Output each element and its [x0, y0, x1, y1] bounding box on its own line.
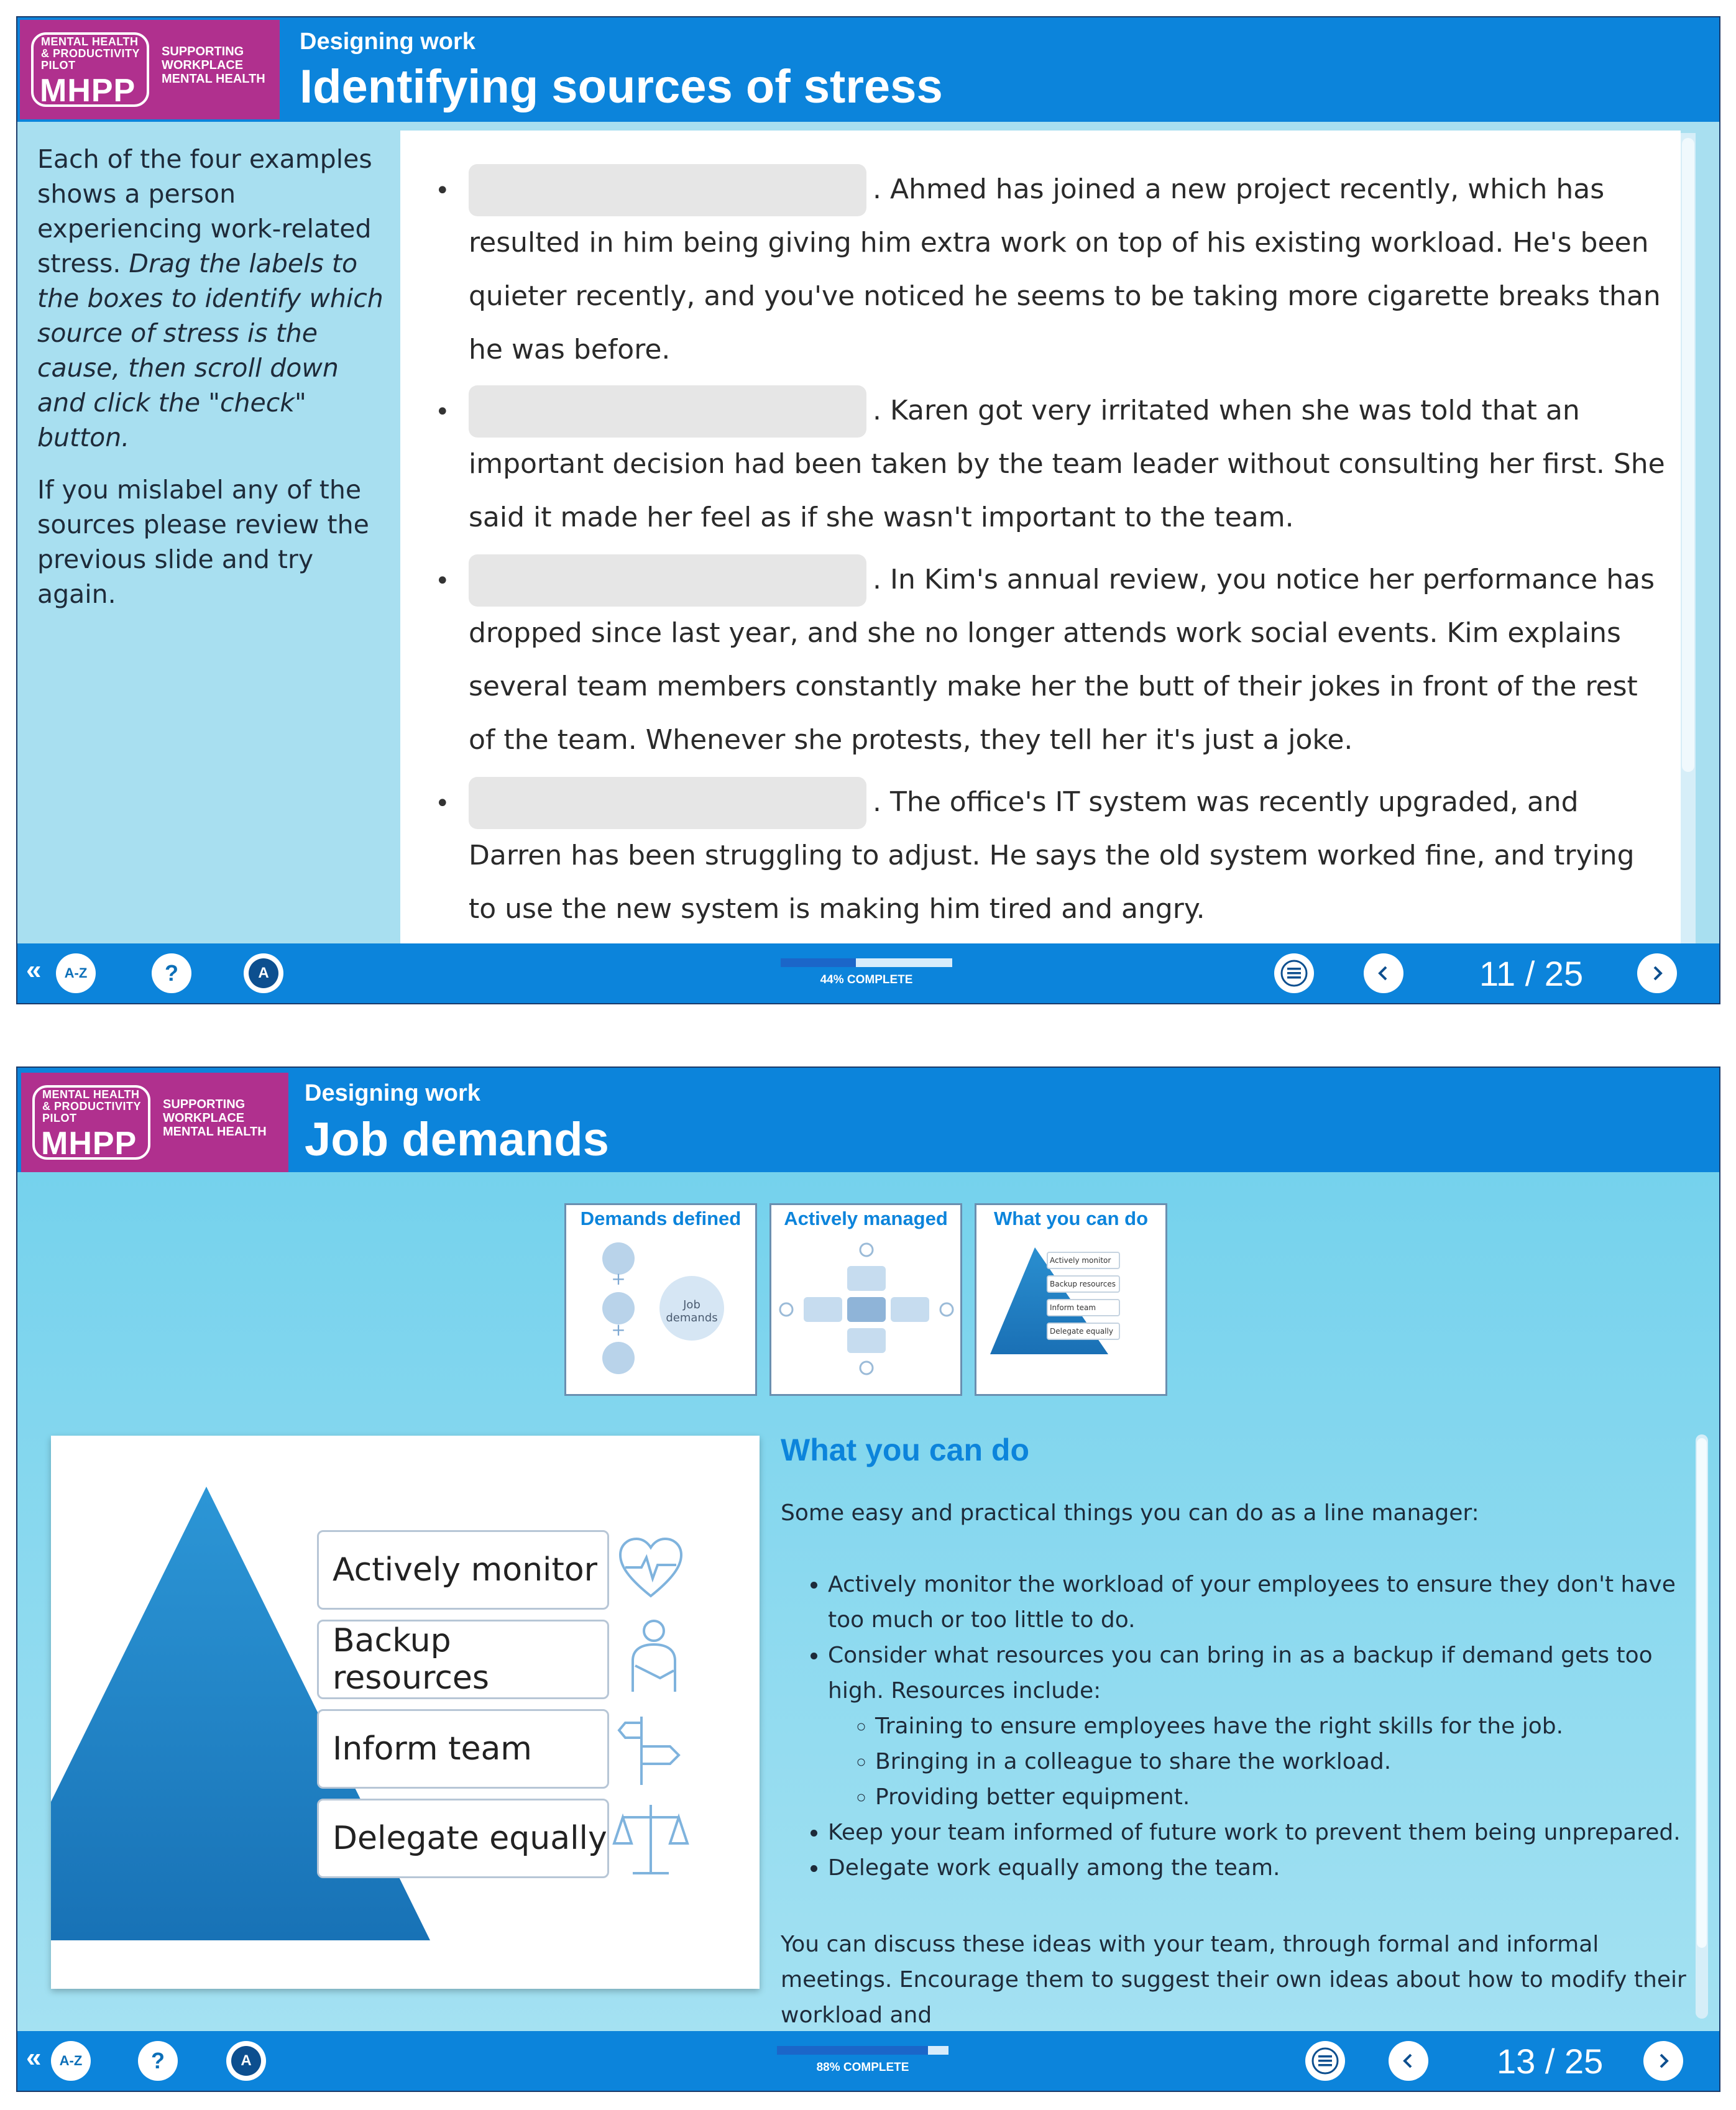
examples-panel: [400, 131, 1681, 946]
sub-list-item: ◦ Bringing in a colleague to share the workload.: [875, 1744, 1688, 1779]
mhpp-logo: [20, 20, 280, 119]
accessibility-label: A: [241, 2052, 252, 2069]
diagram-center-label: Job demands: [666, 1298, 718, 1324]
example-text: . The office's IT system was recently upgraded, and Darren has been struggling to adjust. He says the old system worked fine, and trying to use the new system is making him tired and angry.: [469, 786, 1635, 925]
accessibility-label: A: [258, 965, 269, 981]
sub-list-item: ◦ Providing better equipment.: [875, 1779, 1688, 1815]
bullet-icon: •: [435, 177, 450, 205]
svg-text:+: +: [611, 1319, 626, 1340]
collapse-menu-icon[interactable]: «: [26, 2042, 42, 2073]
chevron-left-icon: [1372, 962, 1395, 984]
progress-indicator: [777, 2046, 948, 2075]
slide-header: [17, 1068, 1719, 1172]
person-support-icon: [617, 1617, 685, 1698]
instructions-intro: Each of the four examples shows a person experiencing work-related stress.: [37, 144, 372, 278]
list-item: • Actively monitor the workload of your employees to ensure they don't have too much or too little to do.: [828, 1567, 1688, 1638]
instructions-retry: If you mislabel any of the sources please review the previous slide and try again.: [37, 475, 369, 609]
tier-backup-resources: Backup resources: [317, 1620, 609, 1699]
tab-label: Demands defined: [580, 1208, 742, 1229]
progress-fill: [777, 2046, 928, 2055]
tab-label: Actively managed: [784, 1208, 948, 1229]
what-you-can-do-panel: [781, 1432, 1688, 2058]
glossary-label: A-Z: [59, 2053, 83, 2068]
page-number: 11 / 25: [1479, 954, 1584, 993]
previous-button[interactable]: [1389, 2041, 1428, 2081]
progress-text: 88% COMPLETE: [816, 2061, 909, 2074]
chevron-left-icon: [1397, 2050, 1420, 2072]
slide-job-demands: [16, 1066, 1720, 2092]
collapse-menu-icon[interactable]: «: [26, 955, 42, 985]
tab-what-you-can-do[interactable]: [975, 1203, 1167, 1396]
previous-button[interactable]: [1364, 953, 1403, 993]
scales-icon: [610, 1800, 691, 1881]
tab-actively-managed[interactable]: [769, 1203, 962, 1396]
progress-bar: [777, 2046, 948, 2055]
scrollbar-thumb[interactable]: [1697, 1438, 1707, 1948]
svg-text:+: +: [611, 1268, 626, 1289]
accessibility-icon: [249, 958, 278, 988]
scrollbar[interactable]: [1696, 1434, 1708, 2019]
tab-label: What you can do: [994, 1208, 1148, 1229]
example-text: . Karen got very irritated when she was told that an important decision had been taken by the team leader without consulting her first. She said it made her feel as if she wasn't important to the team.: [469, 395, 1665, 533]
logo-top-text: MENTAL HEALTH & PRODUCTIVITY PILOT: [42, 1088, 141, 1124]
logo-side-text: SUPPORTING WORKPLACE MENTAL HEALTH: [162, 45, 265, 86]
scrollbar-thumb[interactable]: [1682, 138, 1694, 772]
glossary-button[interactable]: [56, 953, 96, 993]
logo-side-text: SUPPORTING WORKPLACE MENTAL HEALTH: [163, 1098, 267, 1139]
menu-button[interactable]: [1305, 2041, 1345, 2081]
next-button[interactable]: [1637, 953, 1677, 993]
help-button[interactable]: [152, 953, 191, 993]
slide-identifying-sources: [16, 16, 1720, 1004]
mhpp-logo: [21, 1073, 288, 1172]
mini-item: Delegate equally: [1050, 1327, 1113, 1336]
accessibility-button[interactable]: [244, 953, 283, 993]
help-label: ?: [165, 960, 178, 986]
scrollbar[interactable]: [1681, 133, 1696, 943]
progress-text: 44% COMPLETE: [820, 973, 913, 986]
content-intro: Some easy and practical things you can do as a line manager:: [781, 1500, 1479, 1526]
tips-list: [781, 1567, 1688, 1886]
page-number: 13 / 25: [1497, 2042, 1604, 2081]
instructions-panel: [37, 142, 385, 629]
glossary-label: A-Z: [64, 965, 88, 981]
logo-name: MHPP: [41, 1126, 137, 1162]
list-item: • Delegate work equally among the team.: [828, 1850, 1688, 1886]
content-outro: You can discuss these ideas with your team, through formal and informal meetings. Encourage them to suggest their own ideas about how to modify their workload and: [781, 1932, 1686, 2028]
slide-footer: [17, 2031, 1719, 2091]
heartbeat-icon: [617, 1535, 685, 1603]
mini-item: Inform team: [1050, 1303, 1096, 1312]
progress-bar: [781, 958, 952, 967]
list-item-text: Consider what resources you can bring in as a backup if demand gets too high. Resources include:: [828, 1643, 1653, 1704]
sub-list-item: ◦ Training to ensure employees have the right skills for the job.: [875, 1709, 1688, 1744]
slide-footer: [17, 943, 1719, 1003]
list-item: • Keep your team informed of future work to prevent them being unprepared.: [828, 1815, 1688, 1850]
slide-header: [17, 17, 1719, 122]
mini-item: Actively monitor: [1050, 1256, 1111, 1265]
accessibility-icon: [231, 2046, 261, 2076]
hamburger-icon: [1311, 2047, 1339, 2075]
example-text: . In Kim's annual review, you notice her performance has dropped since last year, and she no longer attends work social events. Kim explains several team members constantly make her the butt of their jokes in front of the rest of the team. Whenever she protests, they tell her it's just a joke.: [469, 564, 1655, 756]
hamburger-icon: [1280, 960, 1308, 987]
instructions-text: [37, 142, 385, 455]
menu-button[interactable]: [1274, 953, 1314, 993]
bullet-icon: •: [435, 789, 450, 818]
section-title: Designing work: [300, 29, 475, 55]
pyramid-card: [51, 1436, 760, 1989]
chevron-right-icon: [1652, 2050, 1674, 2072]
mini-item: Backup resources: [1050, 1280, 1116, 1288]
bullet-icon: •: [435, 567, 450, 595]
section-title: Designing work: [305, 1080, 480, 1106]
progress-indicator: [781, 958, 952, 987]
list-item: [828, 1638, 1688, 1815]
accessibility-button[interactable]: [226, 2041, 266, 2081]
tier-delegate-equally: Delegate equally: [317, 1799, 609, 1878]
glossary-button[interactable]: [51, 2041, 91, 2081]
bullet-icon: •: [435, 398, 450, 426]
resources-sublist: [828, 1709, 1688, 1815]
help-button[interactable]: [138, 2041, 178, 2081]
tier-actively-monitor: Actively monitor: [317, 1530, 609, 1610]
signpost-icon: [617, 1713, 685, 1787]
next-button[interactable]: [1643, 2041, 1683, 2081]
page-title: Identifying sources of stress: [300, 60, 943, 113]
tab-demands-defined[interactable]: [564, 1203, 757, 1396]
logo-name: MHPP: [40, 73, 136, 109]
logo-top-text: MENTAL HEALTH & PRODUCTIVITY PILOT: [41, 35, 140, 71]
chevron-right-icon: [1646, 962, 1668, 984]
example-text: . Ahmed has joined a new project recently, which has resulted in him being giving him extra work on top of his existing workload. He's been quieter recently, and you've noticed he seems to be taking more cigarette breaks than he was before.: [469, 173, 1661, 365]
managed-diagram: [773, 1235, 959, 1390]
content-heading: What you can do: [781, 1433, 1029, 1467]
instructions-italic: Drag the labels to the boxes to identify which source of stress is the cause, then scroll down and click the "check" button.: [37, 249, 383, 452]
tier-inform-team: Inform team: [317, 1709, 609, 1789]
page-title: Job demands: [305, 1113, 609, 1166]
help-label: ?: [151, 2048, 165, 2073]
progress-fill: [781, 958, 856, 967]
